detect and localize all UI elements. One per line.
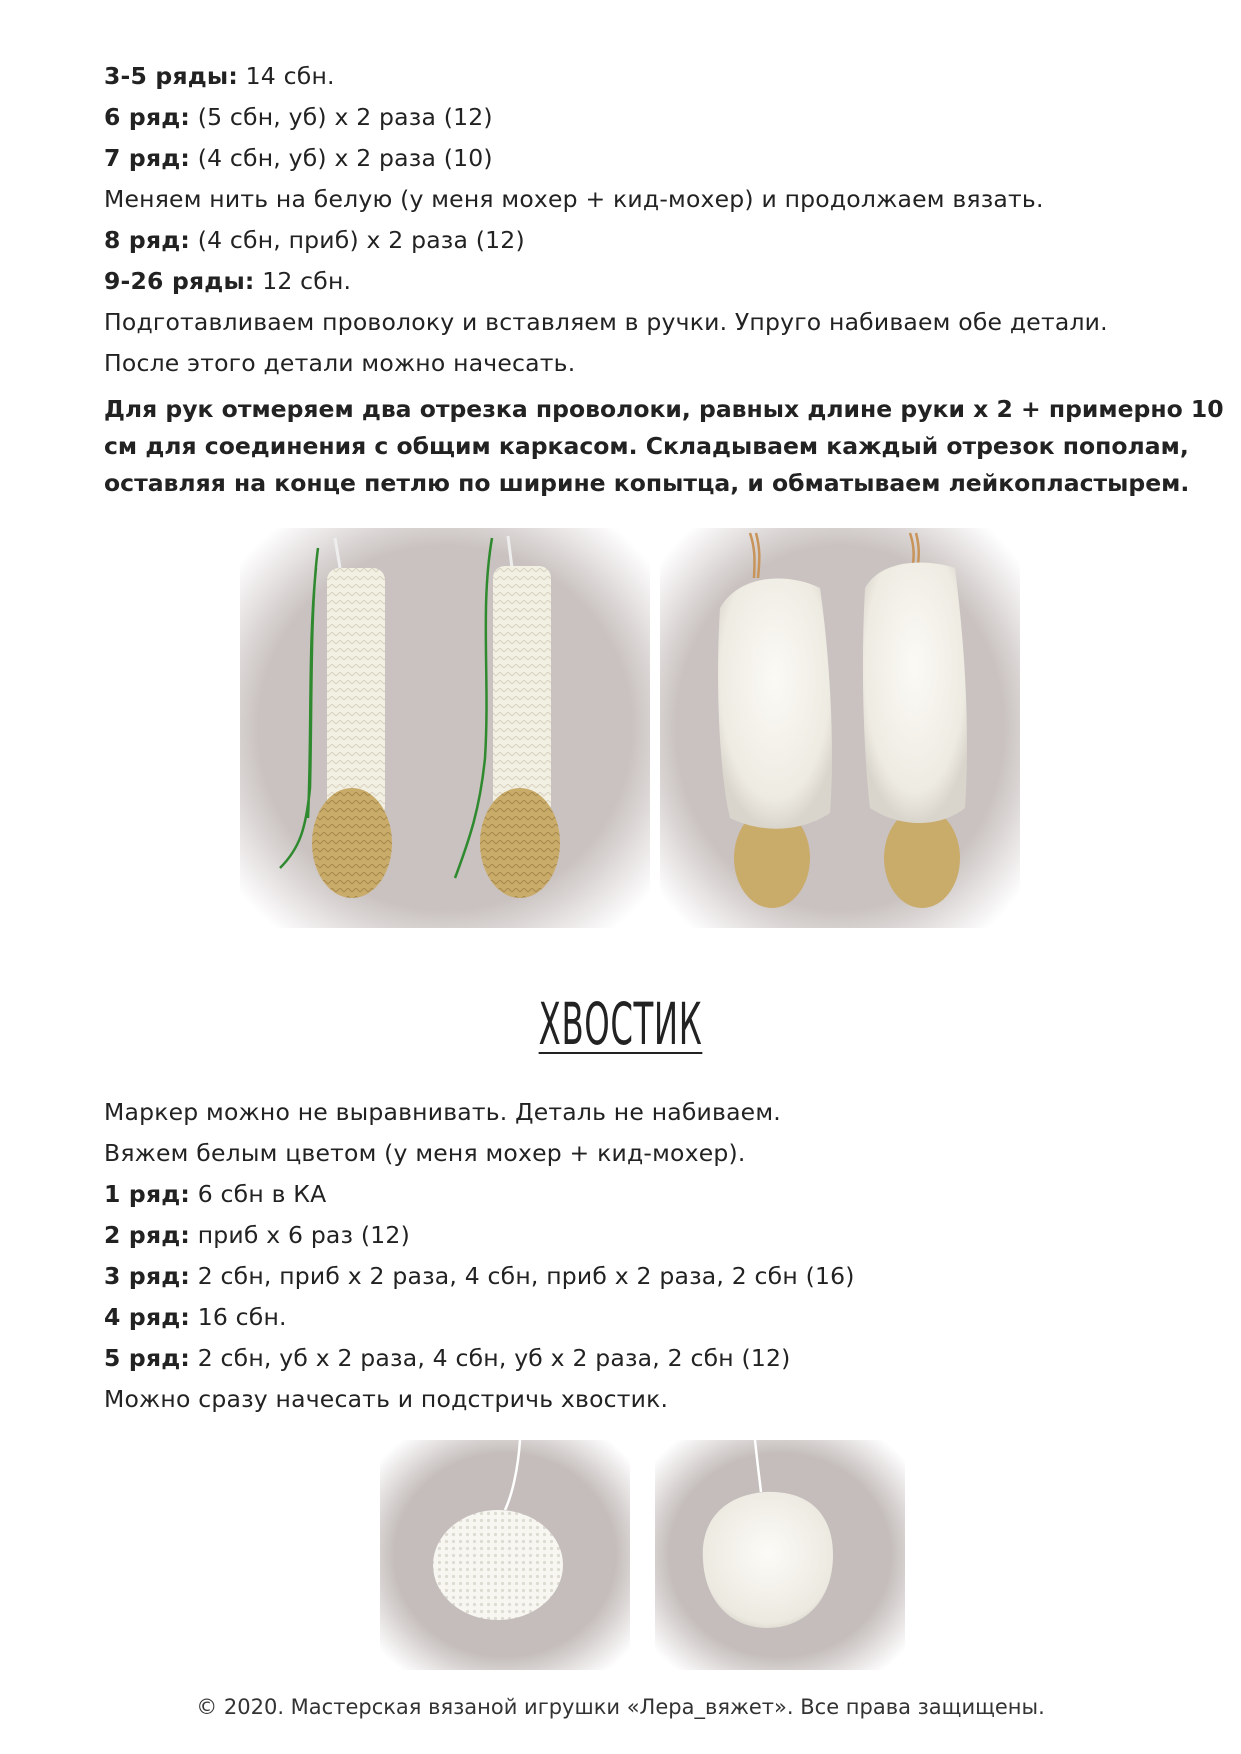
row-line: 9-26 ряды: 12 сбн. xyxy=(104,267,352,295)
row-line: 6 ряд: (5 сбн, уб) х 2 раза (12) xyxy=(104,103,493,131)
photo-arms-unbrushed xyxy=(240,528,650,928)
row-line: 5 ряд: 2 сбн, уб х 2 раза, 4 сбн, уб х 2 раза, 2 сбн (12) xyxy=(104,1344,791,1372)
row-line: 7 ряд: (4 сбн, уб) х 2 раза (10) xyxy=(104,144,493,172)
wire-instructions xyxy=(104,391,1224,502)
row-line: 1 ряд: 6 сбн в КА xyxy=(104,1180,327,1208)
photo-tail-crocheted xyxy=(380,1440,630,1670)
row-line: Вяжем белым цветом (у меня мохер + кид-мохер). xyxy=(104,1139,746,1167)
copyright-footer: © 2020. Мастерская вязаной игрушки «Лера_вяжет». Все права защищены. xyxy=(196,1695,1045,1719)
row-line: 3 ряд: 2 сбн, приб х 2 раза, 4 сбн, приб х 2 раза, 2 сбн (16) xyxy=(104,1262,855,1290)
bold-line: оставляя на конце петлю по ширине копытца, и обматываем лейкопластырем. xyxy=(104,469,1190,497)
section-title: ХВОСТИК xyxy=(538,990,703,1058)
row-line: Можно сразу начесать и подстричь хвостик. xyxy=(104,1385,669,1413)
photo-tail-brushed xyxy=(655,1440,905,1670)
row-line: 8 ряд: (4 сбн, приб) х 2 раза (12) xyxy=(104,226,525,254)
row-line: Маркер можно не выравнивать. Деталь не набиваем. xyxy=(104,1098,781,1126)
row-line: 3-5 ряды: 14 сбн. xyxy=(104,62,335,90)
row-line: Меняем нить на белую (у меня мохер + кид-мохер) и продолжаем вязать. xyxy=(104,185,1044,213)
row-line: 2 ряд: приб х 6 раз (12) xyxy=(104,1221,410,1249)
row-line: После этого детали можно начесать. xyxy=(104,349,576,377)
row-line: 4 ряд: 16 сбн. xyxy=(104,1303,287,1331)
bold-line: Для рук отмеряем два отрезка проволоки, равных длине руки х 2 + примерно 10 xyxy=(104,395,1224,423)
row-line: Подготавливаем проволоку и вставляем в ручки. Упруго набиваем обе детали. xyxy=(104,308,1108,336)
photo-arms-brushed xyxy=(660,528,1020,928)
bold-line: см для соединения с общим каркасом. Складываем каждый отрезок пополам, xyxy=(104,432,1189,460)
